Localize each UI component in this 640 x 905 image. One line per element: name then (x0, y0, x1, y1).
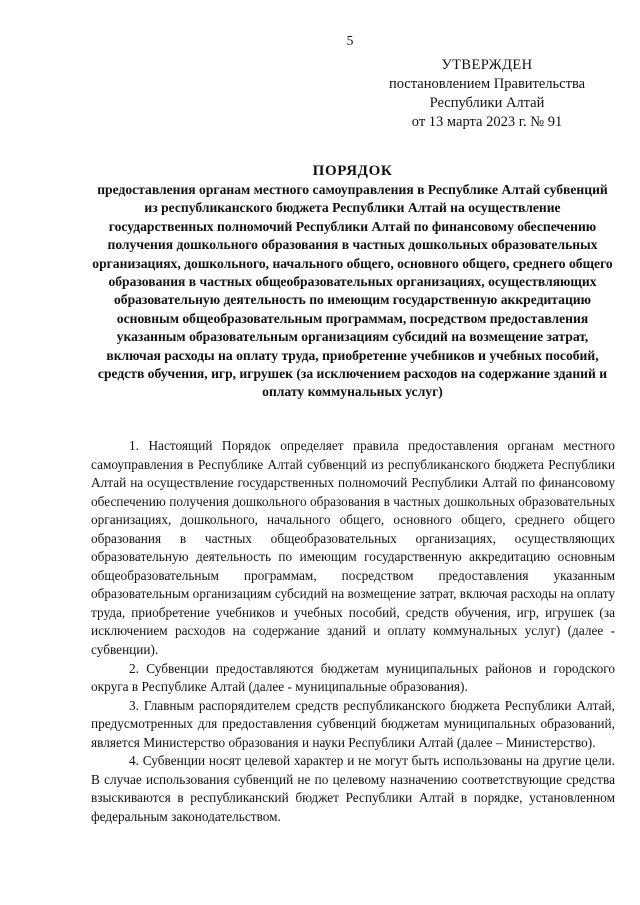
approval-line-2: Республики Алтай (429, 95, 545, 111)
document-title: ПОРЯДОК (312, 163, 393, 179)
paragraph-1: 1. Настоящий Порядок определяет правила предоставления органам местного самоуправления в Республике Алтай субвенций из республиканского бюджета Республики Алтай на осуществление государственных полномочий Республики Алтай по финансовому обеспечению получения дошкольного образования в частных дошкольных образовательных организациях, дошкольного, начального общего, основного общего, среднего общего образования в частных общеобразовательных организациях, осуществляющих образовательную деятельность по имеющим государственную аккредитацию основным общеобразовательным программам, посредством предоставления указанным образовательным организациям субсидий на возмещение затрат, включая расходы на оплату труда, приобретение учебников и учебных пособий, средств обучения, игр, игрушек (за исключением расходов на содержание зданий и оплату коммунальных услуг) (далее - субвенции). (91, 438, 615, 658)
approval-word: УТВЕРЖДЕН (441, 57, 533, 73)
document-body (91, 437, 615, 826)
document-subtitle: предоставления органам местного самоуправления в Республике Алтай субвенций из республиканского бюджета Республики Алтай на осуществление государственных полномочий Республики Алтай по финансовому обеспечению получения дошкольного образования в частных дошкольных образовательных организациях, дошкольного, начального общего, основного общего, среднего общего образования в частных общеобразовательных организациях, осуществляющих образовательную деятельность по имеющим государственную аккредитацию основным общеобразовательным программам, посредством предоставления указанным образовательным организациям субсидий на возмещение затрат, включая расходы на оплату труда, приобретение учебников и учебных пособий, средств обучения, игр, игрушек (за исключением расходов на содержание зданий и оплату коммунальных услуг) (92, 182, 613, 400)
approval-line-1: постановлением Правительства (388, 76, 586, 92)
title-block (91, 162, 614, 402)
page-number: 5 (346, 33, 354, 48)
approval-line-3: от 13 марта 2023 г. № 91 (411, 114, 563, 130)
paragraph-3: 3. Главным распорядителем средств республиканского бюджета Республики Алтай, предусмотренных для предоставления субвенций бюджетам муниципальных образований, является Министерство образования и науки Республики Алтай (далее – Министерство). (91, 697, 615, 750)
approval-stamp (360, 56, 614, 132)
paragraph-2: 2. Субвенции предоставляются бюджетам муниципальных районов и городского округа в Республике Алтай (далее - муниципальные образования). (91, 660, 615, 695)
paragraph-4: 4. Субвенции носят целевой характер и не могут быть использованы на другие цели. В случае использования субвенций не по целевому назначению соответствующие средства взыскиваются в республиканский бюджет Республики Алтай в порядке, установленном федеральным законодательством. (91, 753, 615, 824)
